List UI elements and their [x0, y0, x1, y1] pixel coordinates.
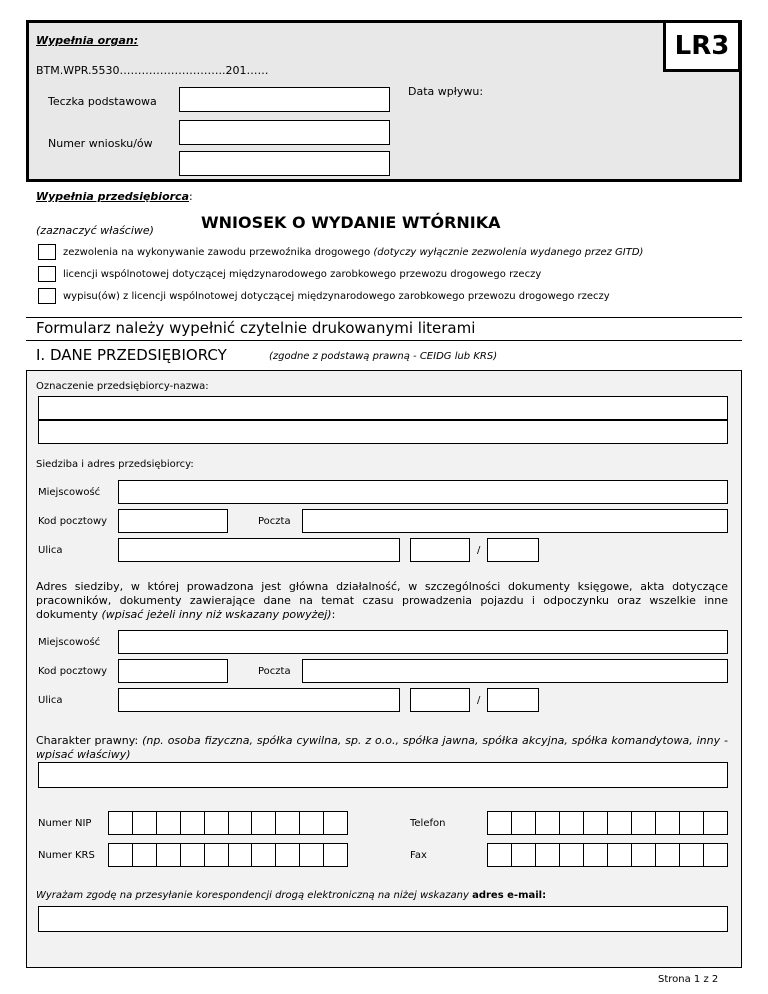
company-name-field-2[interactable]	[38, 420, 728, 444]
nip-label: Numer NIP	[38, 818, 92, 829]
miejscowosc-label-2: Miejscowość	[38, 637, 101, 648]
instruction-text: Formularz należy wypełnić czytelnie drukowanymi literami	[36, 319, 476, 337]
section1-title: I. DANE PRZEDSIĘBIORCY	[36, 346, 227, 364]
flat-number-field-2[interactable]	[487, 688, 539, 712]
option-checkbox-3[interactable]	[38, 288, 56, 304]
ulica-field[interactable]	[118, 538, 400, 562]
poczta-field[interactable]	[302, 509, 728, 533]
miejscowosc-field-2[interactable]	[118, 630, 728, 654]
kod-label-2: Kod pocztowy	[38, 666, 108, 677]
page-number: Strona 1 z 2	[658, 974, 719, 985]
slash: /	[477, 545, 481, 556]
telefon-label: Telefon	[410, 818, 446, 829]
section1-note: (zgodne z podstawą prawną - CEIDG lub KRS)	[269, 351, 498, 362]
poczta-field-2[interactable]	[302, 659, 728, 683]
reference-number: BTM.WPR.5530………………………..201……	[36, 64, 269, 77]
company-name-field-1[interactable]	[38, 396, 728, 420]
poczta-label-2: Poczta	[258, 666, 291, 677]
krs-label: Numer KRS	[38, 850, 95, 861]
option-label-2: licencji wspólnotowej dotyczącej międzynarodowego zarobkowego przewozu drogowego rzeczy	[63, 269, 542, 280]
organ-header: Wypełnia organ:	[36, 34, 139, 47]
house-number-field-2[interactable]	[410, 688, 470, 712]
data-wplywu-label: Data wpływu:	[408, 85, 484, 98]
applicant-header: Wypełnia przedsiębiorca:	[36, 190, 193, 203]
kod-field[interactable]	[118, 509, 228, 533]
seat-label: Siedziba i adres przedsiębiorcy:	[36, 459, 194, 470]
alt-address-text: Adres siedziby, w której prowadzona jest główna działalność, w szczególności dokumenty księgowe, akta dotyczące pracowników, dokumenty zawierające dane na temat czasu prowadzenia pojazdu i odpoczynku oraz wszelkie inne dokumenty (wpisać jeżeli inny niż wskazany powyżej):	[36, 580, 728, 621]
option-label-1: zezwolenia na wykonywanie zawodu przewoźnika drogowego (dotyczy wyłącznie zezwolenia wydanego przez GITD)	[63, 247, 644, 258]
kod-label: Kod pocztowy	[38, 516, 108, 527]
email-consent-text: Wyrażam zgodę na przesyłanie korespondencji drogą elektroniczną na niżej wskazany adres e-mail:	[36, 890, 547, 901]
telefon-field[interactable]	[487, 811, 728, 835]
krs-field[interactable]	[108, 843, 348, 867]
poczta-label: Poczta	[258, 516, 291, 527]
ulica-field-2[interactable]	[118, 688, 400, 712]
flat-number-field[interactable]	[487, 538, 539, 562]
form-title: WNIOSEK O WYDANIE WTÓRNIKA	[201, 213, 501, 232]
slash-2: /	[477, 695, 481, 706]
legal-form-field[interactable]	[38, 762, 728, 788]
applicant-hint: (zaznaczyć właściwe)	[36, 224, 154, 237]
option-checkbox-1[interactable]	[38, 244, 56, 260]
email-field[interactable]	[38, 906, 728, 932]
ulica-label: Ulica	[38, 545, 63, 556]
fax-label: Fax	[410, 850, 427, 861]
teczka-label: Teczka podstawowa	[48, 95, 157, 108]
kod-field-2[interactable]	[118, 659, 228, 683]
wniosek-field-2[interactable]	[179, 151, 390, 176]
house-number-field[interactable]	[410, 538, 470, 562]
legal-form-text: Charakter prawny: (np. osoba fizyczna, spółka cywilna, sp. z o.o., spółka jawna, spółka akcyjna, spółka komandytowa, inny - wpisać właściwy)	[36, 734, 728, 761]
option-checkbox-2[interactable]	[38, 266, 56, 282]
name-label: Oznaczenie przedsiębiorcy-nazwa:	[36, 381, 209, 392]
miejscowosc-field[interactable]	[118, 480, 728, 504]
option-label-3: wypisu(ów) z licencji wspólnotowej dotyczącej międzynarodowego zarobkowego przewozu drogowego rzeczy	[63, 291, 610, 302]
ulica-label-2: Ulica	[38, 695, 63, 706]
wniosek-label: Numer wniosku/ów	[48, 137, 153, 150]
form-code: LR3	[663, 20, 741, 72]
nip-field[interactable]	[108, 811, 348, 835]
teczka-field[interactable]	[179, 87, 390, 112]
divider	[26, 370, 742, 371]
fax-field[interactable]	[487, 843, 728, 867]
wniosek-field-1[interactable]	[179, 120, 390, 145]
miejscowosc-label: Miejscowość	[38, 487, 101, 498]
